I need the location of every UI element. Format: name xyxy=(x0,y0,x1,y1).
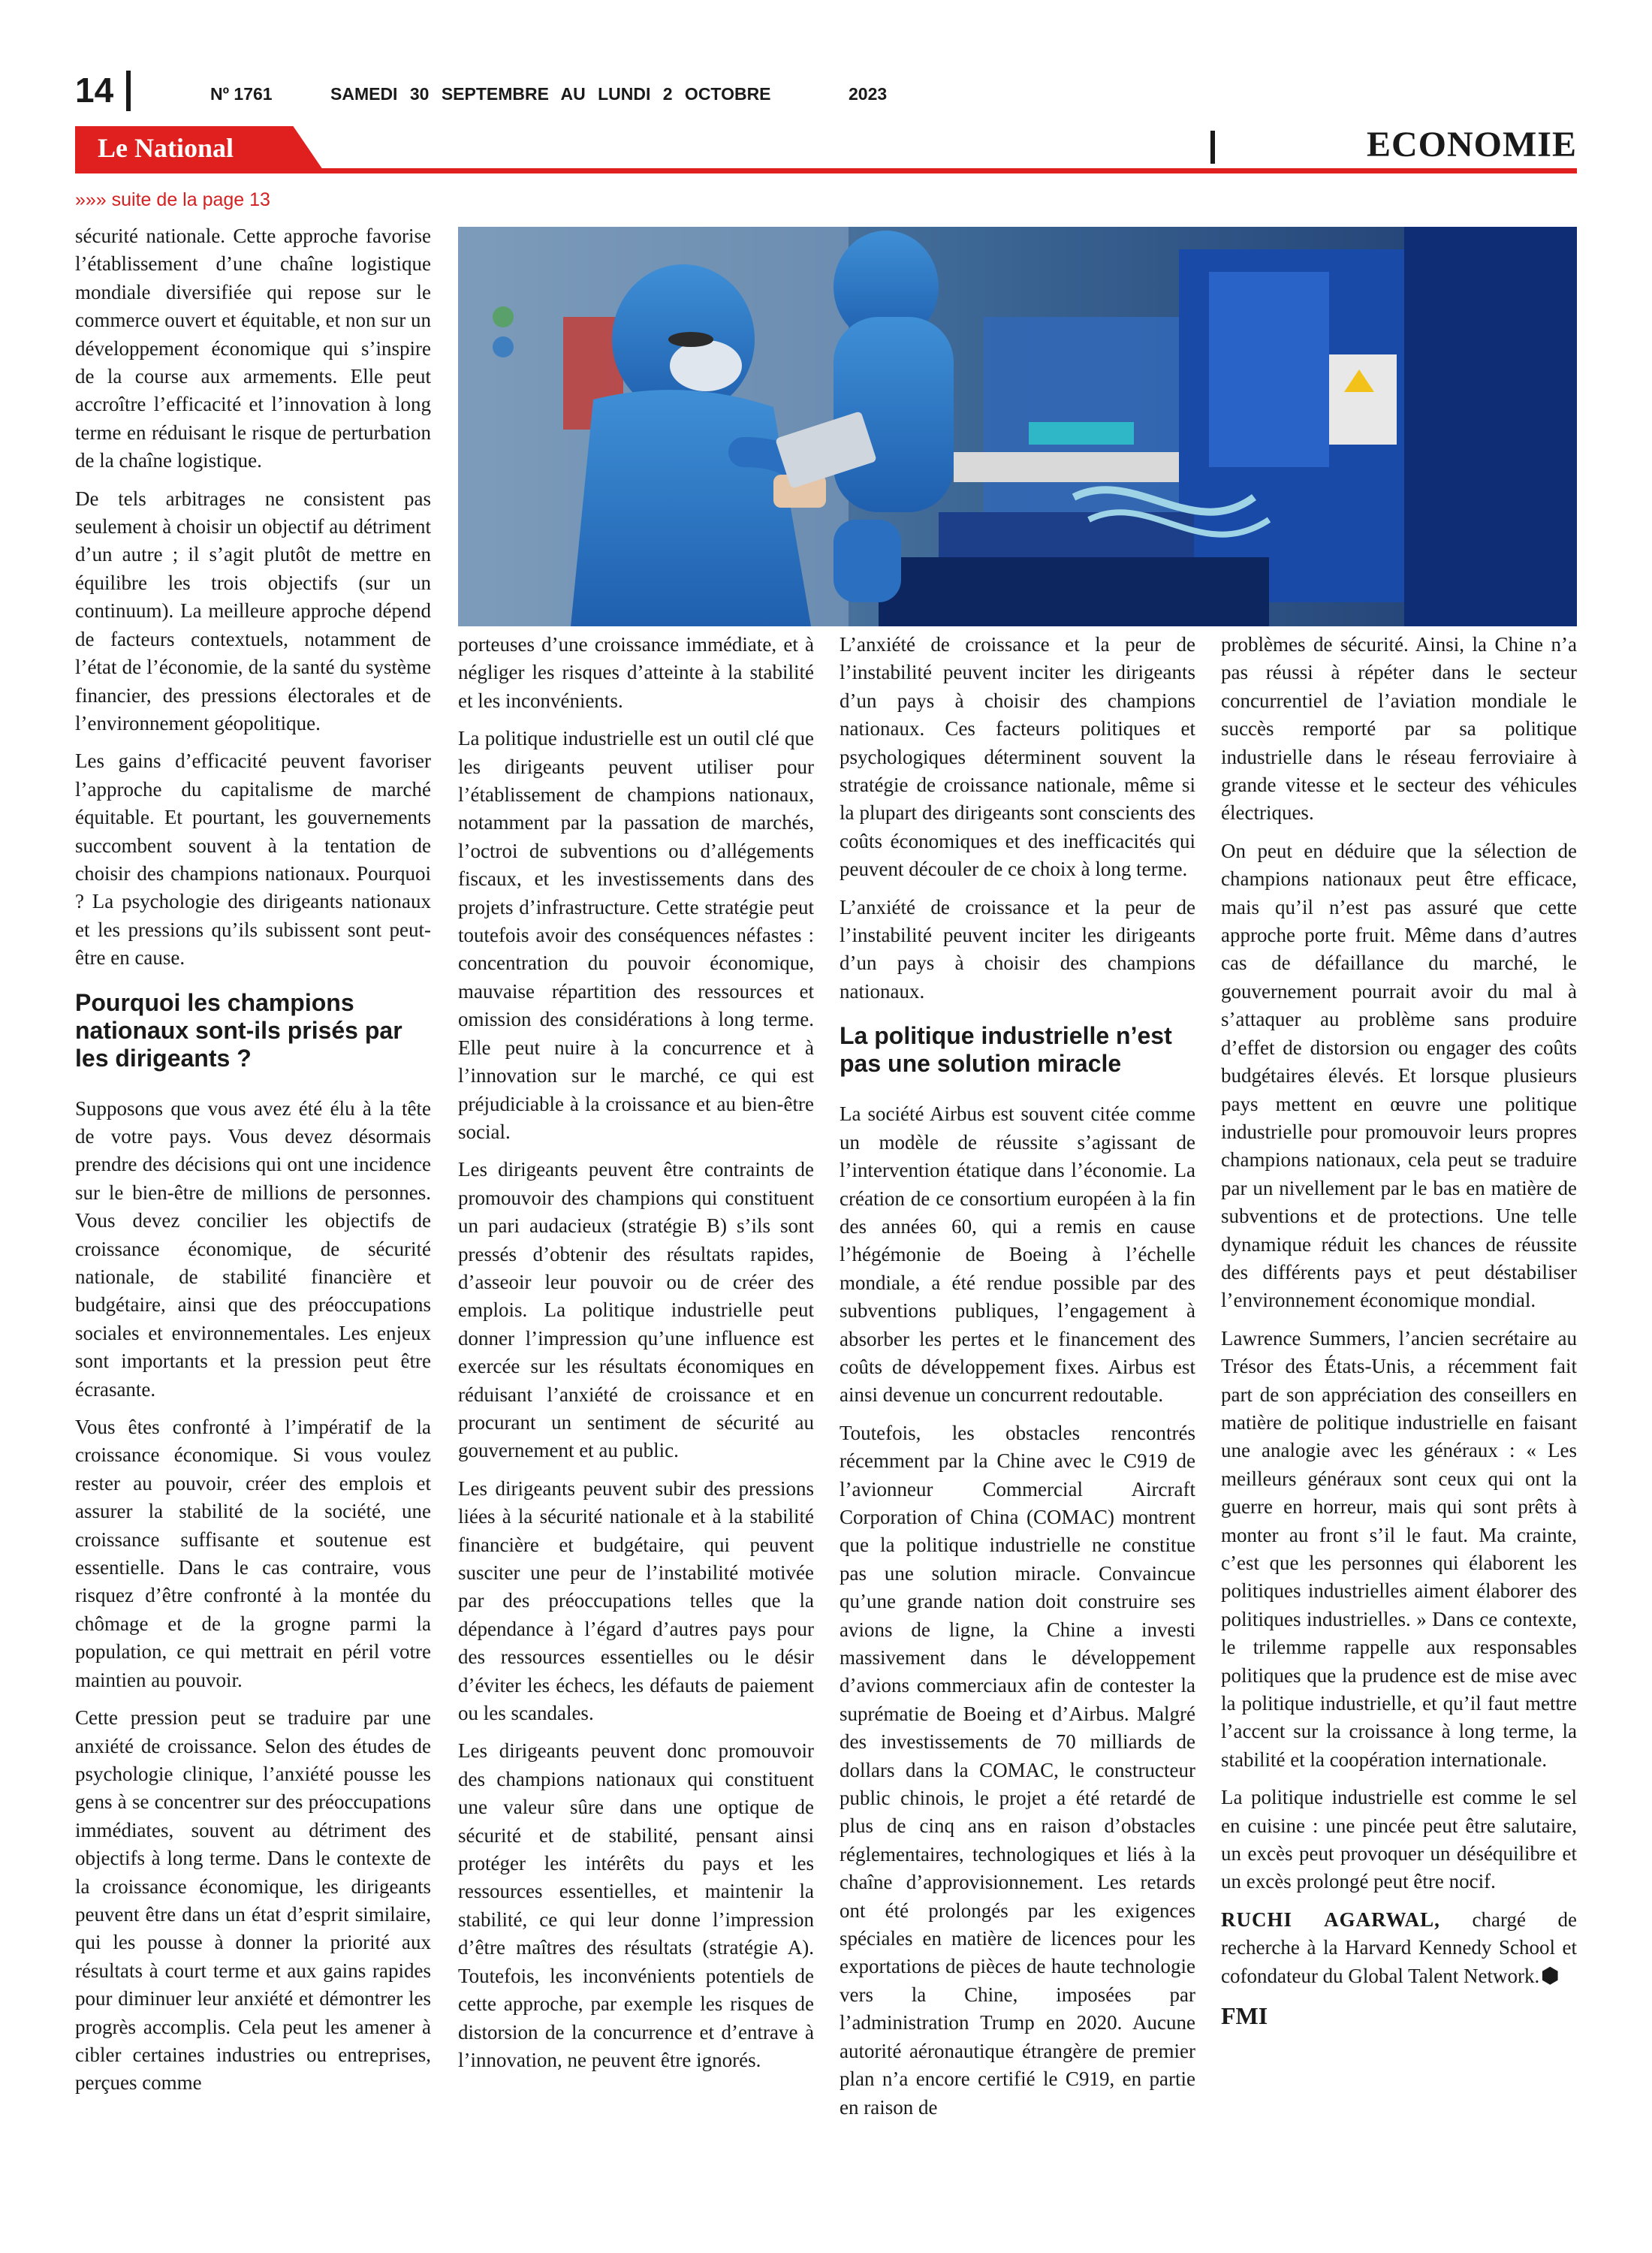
end-of-article-icon xyxy=(1541,1967,1559,1985)
paragraph: La société Airbus est souvent citée comme un modèle de réussite s’agissant de l’intervention étatique dans l’économie. La création de ce consortium européen à la fin des années 60, qui a remis en cause l’hégémonie de Boeing à l’échelle mondiale, a été rendue possible par des subventions publiques, l’engagement à absorber les pertes et le financement des coûts de développement fixes. Airbus est ainsi devenue un concurrent redoutable. xyxy=(840,1102,1195,1407)
continued-from-link[interactable]: »»» suite de la page 13 xyxy=(75,189,270,210)
brand-name: Le National xyxy=(98,133,234,163)
photo-illustration xyxy=(458,227,1577,626)
paragraph: Les dirigeants peuvent être contraints de promouvoir des champions qui constituent un pari audacieux (stratégie B) s’ils sont pressés d’obtenir des résultats rapides, d’asseoir leur pouvoir ou de créer des emplois. La politique industrielle peut donner l’impression qu’une influence est exercée sur les résultats économiques en réduisant l’anxiété de croissance et en procurant un sentiment de sécurité au gouvernement et au public. xyxy=(458,1158,814,1462)
page-number: 14 xyxy=(75,71,114,110)
article-column-3 xyxy=(840,631,1195,2131)
author-name: RUCHI AGARWAL, xyxy=(1221,1908,1440,1931)
article-column-4 xyxy=(1221,631,1577,2040)
paragraph: problèmes de sécurité. Ainsi, la Chine n’a pas réussi à répéter dans le secteur concurrentiel de l’aviation mondiale le succès remporté par sa politique industrielle dans le réseau ferroviaire à grande vitesse et le secteur des véhicules électriques. xyxy=(1221,633,1577,825)
paragraph: La politique industrielle est un outil clé que les dirigeants peuvent utiliser pour l’établissement de champions nationaux, notamment par la passation de marchés, l’octroi de subventions ou d’allégements fiscaux, et les investissements dans des projets d’infrastructure. Cette stratégie peut toutefois avoir des conséquences néfastes : concentration du pouvoir économique, mauvaise répartition des ressources et omission des considérations à long terme. Elle peut nuire à la concurrence et à l’innovation sur le marché, ce qui est préjudiciable à la croissance et au bien-être social. xyxy=(458,727,814,1143)
paragraph: Cette pression peut se traduire par une anxiété de croissance. Selon des études de psychologie clinique, l’anxiété pousse les gens à se concentrer sur des préoccupations immédiates, souvent au détriment des objectifs à long terme. Dans le contexte de la croissance économique, les dirigeants peuvent être dans un état d’esprit similaire, qui les pousse à donner la priorité aux résultats à court terme et aux gains rapides pour diminuer leur anxiété et démontrer les progrès accomplis. Cela peut les amener à cibler certaines industries ou entreprises, perçues comme xyxy=(75,1706,431,2095)
paragraph: Les dirigeants peuvent subir des pressions liées à la sécurité nationale et à la stabilité financière et budgétaire, qui peuvent susciter une peur de l’instabilité motivée par des préoccupations telles que la dépendance à l’égard d’autres pays pour des ressources essentielles ou le désir d’éviter les échecs, les défauts de paiement ou les scandales. xyxy=(458,1476,814,1725)
laboratory-workers-photo xyxy=(458,227,1577,626)
issue-date: SAMEDI 30 SEPTEMBRE AU LUNDI 2 OCTOBRE xyxy=(330,84,771,104)
issue-year: 2023 xyxy=(849,84,888,104)
article-source: FMI xyxy=(1221,2002,1268,2030)
article-column-2 xyxy=(458,631,814,2084)
paragraph: sécurité nationale. Cette approche favorise l’établissement d’une chaîne logistique mondiale diversifiée qui repose sur le commerce ouvert et équitable, et non sur un développement économique qui s’inspire de la course aux armements. Elle peut accroître l’efficacité et l’innovation à long terme en réduisant le risque de perturbation de la chaîne logistique. xyxy=(75,225,431,472)
paragraph: Les dirigeants peuvent donc promouvoir des champions nationaux qui constituent une valeur sûre dans une optique de sécurité et de stabilité, pensant ainsi protéger les intérêts du pays et les ressources essentielles, et maintenir la stabilité, ce qui leur donne l’impression d’être maîtres des résultats (stratégie A). Toutefois, les inconvénients potentiels de cette approche, par exemple les risques de distorsion de la concurrence et d’entrave à l’innovation, ne peuvent être ignorés. xyxy=(458,1739,814,2071)
paragraph: porteuses d’une croissance immédiate, et à négliger les risques d’atteinte à la stabilité et les inconvénients. xyxy=(458,633,814,712)
paragraph: On peut en déduire que la sélection de champions nationaux peut être efficace, mais qu’il n’est pas assuré que cette approche porte fruit. Même dans d’autres cas de défaillance du marché, le gouvernement pourrait avoir du mal à s’attaquer au problème sans produire d’effet de distorsion ou engager des coûts budgétaires élevés. Et lorsque plusieurs pays mettent en œuvre une politique industrielle pour promouvoir leurs propres champions nationaux, cela peut se traduire par un nivellement par le bas en matière de subventions et de protections. Une telle dynamique réduit les chances de réussite des différents pays et peut déstabiliser l’environnement économique mondial. xyxy=(1221,839,1577,1312)
paragraph: Les gains d’efficacité peuvent favoriser l’approche du capitalisme de marché équitable. Et pourtant, les gouvernements succombent souvent à la tentation de choisir des champions nationaux. Pourquoi ? La psychologie des dirigeants nationaux et les pressions qu’ils subissent sont peut-être en cause. xyxy=(75,749,431,970)
article-column-1 xyxy=(75,222,431,2107)
paragraph: L’anxiété de croissance et la peur de l’instabilité peuvent inciter les dirigeants d’un pays à choisir des champions nationaux. Ces facteurs politiques et psychologiques déterminent souvent la stratégie de croissance nationale, même si la plupart des dirigeants sont conscients des coûts économiques et des inefficacités qui peuvent découler de ce choix à long terme. xyxy=(840,633,1195,881)
issue-number: Nº 1761 xyxy=(210,84,273,104)
subheading: Pourquoi les champions nationaux sont-ils prisés par les dirigeants ? xyxy=(75,988,402,1072)
paragraph: Supposons que vous avez été élu à la tête de votre pays. Vous devez désormais prendre des décisions qui ont une incidence sur le bien-être de millions de personnes. Vous devez concilier les objectifs de croissance économique, de sécurité nationale, de stabilité financière et budgétaire, ainsi que des préoccupations sociales et environnementales. Les enjeux sont importants et la pression peut être écrasante. xyxy=(75,1096,431,1401)
paragraph: Toutefois, les obstacles rencontrés récemment par la Chine avec le C919 de l’avionneur Commercial Aircraft Corporation of China (COMAC) montrent que la politique industrielle ne constitue pas une solution miracle. Convaincue qu’une grande nation doit construire ses avions de ligne, la Chine a investi massivement dans le développement d’avions commerciaux afin de contester la suprématie de Boeing et d’Airbus. Malgré des investissements de 70 milliards de dollars dans la COMAC, le constructeur public chinois, le projet a été retardé de plus de cinq ans en raison d’obstacles réglementaires, technologiques et liés à la chaîne d’approvisionnement. Les retards ont été prolongés par les exigences spéciales en matière de licences pour les exportations de pièces de haute technologie vers la Chine, imposées par l’administration Trump en 2020. Aucune autorité aéronautique étrangère de premier plan n’a encore certifié le C919, en partie en raison de xyxy=(840,1421,1195,2119)
section-divider xyxy=(1210,131,1215,164)
subheading: La politique industrielle n’est pas une solution miracle xyxy=(840,1022,1172,1078)
author-bio: chargé de recherche à la Harvard Kennedy School et cofondateur du Global Talent Network. xyxy=(1221,1908,1577,1987)
paragraph: Vous êtes confronté à l’impératif de la croissance économique. Si vous voulez rester au pouvoir, créer des emplois et assurer la stabilité de la société, une croissance suffisante et soutenue est essentielle. Dans le cas contraire, vous risquez d’être confronté à la montée du chômage et de la grogne parmi la population, ce qui mettrait en péril votre maintien au pouvoir. xyxy=(75,1416,431,1691)
paragraph: La politique industrielle est comme le sel en cuisine : une pincée peut être salutaire, un excès peut provoquer un déséquilibre et un excès prolongé peut être nocif. xyxy=(1221,1786,1577,1893)
section-title: ECONOMIE xyxy=(1366,125,1577,164)
section-rule xyxy=(75,168,1577,173)
author-signature xyxy=(1221,1906,1577,1990)
paragraph: Lawrence Summers, l’ancien secrétaire au Trésor des États-Unis, a récemment fait part de son appréciation des conseillers en matière de politique industrielle en faisant une analogie avec les généraux : « Les meilleurs généraux sont ceux qui ont la guerre en horreur, mais qui sont prêts à monter au front s’il le faut. Ma crainte, c’est que les personnes qui élaborent les politiques industrielles aiment élaborer des politiques industrielles. » Dans ce contexte, le trilemme rappelle aux responsables politiques que la prudence est de mise avec la politique industrielle, et qu’il faut mettre l’accent sur la croissance à long terme, la stabilité et la coopération internationale. xyxy=(1221,1326,1577,1771)
paragraph: De tels arbitrages ne consistent pas seulement à choisir un objectif au détriment d’un autre ; il s’agit plutôt de mettre en équilibre les trois objectifs (sur un continuum). La meilleure approche dépend de facteurs contextuels, notamment de l’état de l’économie, de la santé du système financier, des pressions électorales et de l’environnement géopolitique. xyxy=(75,487,431,734)
paragraph: L’anxiété de croissance et la peur de l’instabilité peuvent inciter les dirigeants d’un pays à choisir des champions nationaux. xyxy=(840,895,1195,1003)
header-divider xyxy=(126,71,131,111)
